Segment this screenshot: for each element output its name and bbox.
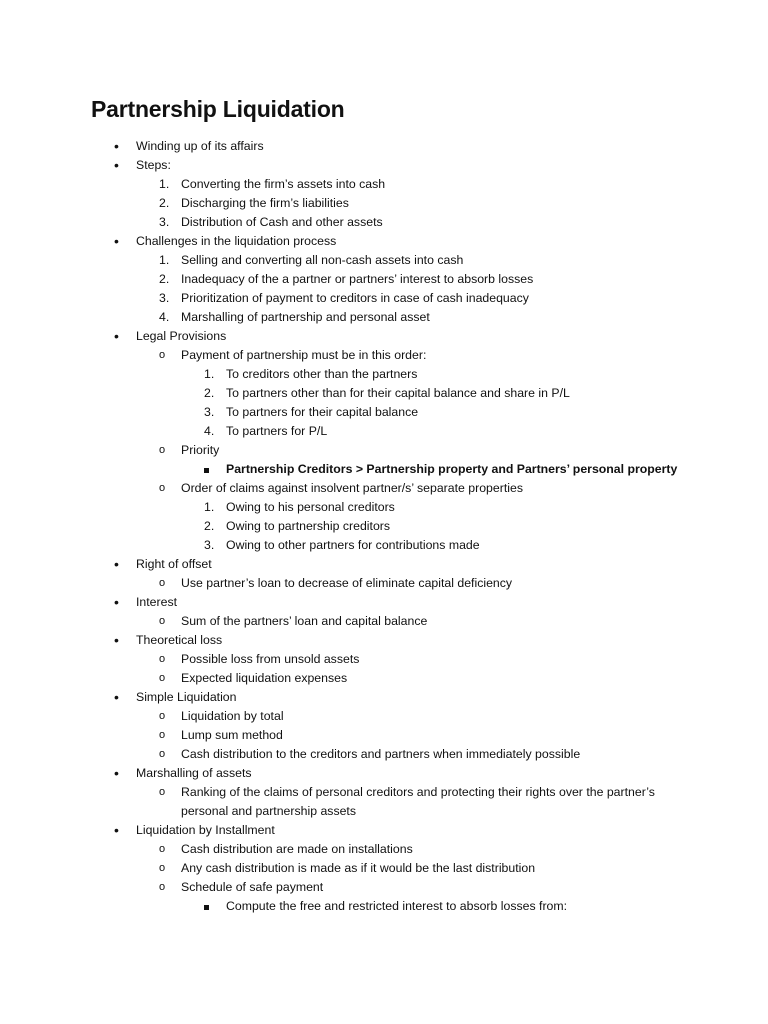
outline-line-level2 — [0, 783, 768, 802]
bullet-dot-icon: • — [114, 138, 119, 154]
outline-text: Cash distribution are made on installations — [181, 842, 413, 856]
outline-line-level2 — [0, 289, 768, 308]
outline-text: Expected liquidation expenses — [181, 671, 348, 685]
list-number: 3. — [204, 538, 215, 552]
outline-text: Simple Liquidation — [136, 690, 237, 704]
outline-line-level2 — [0, 441, 768, 460]
outline-line-level1 — [0, 821, 768, 840]
bullet-dot-icon: • — [114, 632, 119, 648]
outline-text: Cash distribution to the creditors and partners when immediately possible — [181, 747, 581, 761]
outline-line-level2 — [0, 612, 768, 631]
outline-text: personal and partnership assets — [181, 804, 356, 818]
bullet-dot-icon: • — [114, 765, 119, 781]
outline-line-level3 — [0, 403, 768, 422]
outline-text: Use partner’s loan to decrease of eliminate capital deficiency — [181, 576, 513, 590]
outline-line-level2 — [0, 251, 768, 270]
outline-text: Prioritization of payment to creditors in case of cash inadequacy — [181, 291, 529, 305]
outline-text: Order of claims against insolvent partner/s’ separate properties — [181, 481, 523, 495]
list-number: 1. — [159, 253, 170, 267]
outline-line-level1 — [0, 232, 768, 251]
outline-line-level2 — [0, 726, 768, 745]
outline-text: To creditors other than the partners — [226, 367, 418, 381]
outline-line-level2 — [0, 669, 768, 688]
list-number: 2. — [204, 519, 215, 533]
bullet-circle-icon: o — [159, 615, 166, 627]
outline-text: Liquidation by total — [181, 709, 284, 723]
outline-line-level2 — [0, 574, 768, 593]
bullet-square-icon — [204, 460, 209, 479]
outline-line-level1 — [0, 137, 768, 156]
list-number: 1. — [204, 367, 215, 381]
outline-line-level2 — [0, 878, 768, 897]
bullet-square-icon — [204, 897, 209, 916]
list-number: 4. — [204, 424, 215, 438]
outline-line-level3 — [0, 384, 768, 403]
outline-line-level2 — [0, 479, 768, 498]
outline-line-level3 — [0, 422, 768, 441]
outline-line-level1 — [0, 327, 768, 346]
bullet-circle-icon: o — [159, 482, 166, 494]
bullet-circle-icon: o — [159, 444, 166, 456]
outline-line-level2 — [0, 650, 768, 669]
outline-text: Right of offset — [136, 557, 212, 571]
outline-text: Marshalling of assets — [136, 766, 252, 780]
outline-line-level3 — [0, 536, 768, 555]
bullet-dot-icon: • — [114, 822, 119, 838]
outline-text: Inadequacy of the a partner or partners’ interest to absorb losses — [181, 272, 534, 286]
outline-line-level2 — [0, 346, 768, 365]
outline-line-level1 — [0, 555, 768, 574]
list-number: 3. — [159, 291, 170, 305]
outline-line-level3 — [0, 897, 768, 916]
outline-text: Owing to his personal creditors — [226, 500, 395, 514]
bullet-dot-icon: • — [114, 594, 119, 610]
list-number: 1. — [159, 177, 170, 191]
bullet-circle-icon: o — [159, 786, 166, 798]
outline-text: To partners other than for their capital balance and share in P/L — [226, 386, 570, 400]
outline-line-level3 — [0, 498, 768, 517]
outline-text: Steps: — [136, 158, 171, 172]
list-number: 2. — [159, 196, 170, 210]
outline-text: Owing to other partners for contributions made — [226, 538, 480, 552]
list-number: 2. — [204, 386, 215, 400]
bullet-circle-icon: o — [159, 748, 166, 760]
outline-line-level3 — [0, 365, 768, 384]
outline-text: Challenges in the liquidation process — [136, 234, 337, 248]
outline-text: Schedule of safe payment — [181, 880, 324, 894]
outline-text: Lump sum method — [181, 728, 283, 742]
outline-text: Priority — [181, 443, 220, 457]
list-number: 3. — [159, 215, 170, 229]
outline-line-level2 — [0, 707, 768, 726]
outline-line-level1 — [0, 764, 768, 783]
outline-line-level2 — [0, 213, 768, 232]
outline-text: Any cash distribution is made as if it would be the last distribution — [181, 861, 536, 875]
outline-line-level1 — [0, 631, 768, 650]
outline-text: To partners for their capital balance — [226, 405, 419, 419]
outline-text: Interest — [136, 595, 178, 609]
bullet-circle-icon: o — [159, 349, 166, 361]
outline-line-level2 — [0, 745, 768, 764]
bullet-circle-icon: o — [159, 843, 166, 855]
bullet-circle-icon: o — [159, 710, 166, 722]
outline-text: Liquidation by Installment — [136, 823, 275, 837]
list-number: 3. — [204, 405, 215, 419]
outline-line-level3 — [0, 517, 768, 536]
outline-line-level1 — [0, 593, 768, 612]
outline-line-level2 — [0, 840, 768, 859]
outline-text: Sum of the partners’ loan and capital balance — [181, 614, 428, 628]
outline-text: Converting the firm’s assets into cash — [181, 177, 386, 191]
outline-text: Discharging the firm’s liabilities — [181, 196, 349, 210]
outline-line-level3 — [0, 460, 768, 479]
bullet-circle-icon: o — [159, 729, 166, 741]
bullet-dot-icon: • — [114, 689, 119, 705]
bullet-dot-icon: • — [114, 157, 119, 173]
bullet-circle-icon: o — [159, 653, 166, 665]
outline-line-level2 — [0, 859, 768, 878]
document-title: Partnership Liquidation — [91, 96, 345, 122]
bullet-circle-icon: o — [159, 881, 166, 893]
outline-text: Legal Provisions — [136, 329, 227, 343]
bullet-circle-icon: o — [159, 577, 166, 589]
outline-text: Ranking of the claims of personal creditors and protecting their rights over the partner’s — [181, 785, 655, 799]
outline-list — [0, 137, 768, 916]
outline-line-level1 — [0, 688, 768, 707]
outline-line-level1 — [0, 156, 768, 175]
outline-text: Partnership Creditors > Partnership property and Partners’ personal property — [226, 462, 678, 476]
outline-line-level2 — [0, 270, 768, 289]
outline-text: Marshalling of partnership and personal asset — [181, 310, 430, 324]
outline-text: Theoretical loss — [136, 633, 223, 647]
outline-text: Winding up of its affairs — [136, 139, 264, 153]
outline-text: Compute the free and restricted interest to absorb losses from: — [226, 899, 568, 913]
outline-line-level2 — [0, 308, 768, 327]
bullet-dot-icon: • — [114, 556, 119, 572]
outline-text: Distribution of Cash and other assets — [181, 215, 383, 229]
outline-line-level2 — [0, 175, 768, 194]
list-number: 2. — [159, 272, 170, 286]
bullet-circle-icon: o — [159, 862, 166, 874]
bullet-circle-icon: o — [159, 672, 166, 684]
outline-text: Selling and converting all non-cash assets into cash — [181, 253, 464, 267]
bullet-dot-icon: • — [114, 328, 119, 344]
outline-line-level2 — [0, 802, 768, 821]
outline-text: Payment of partnership must be in this order: — [181, 348, 427, 362]
outline-text: To partners for P/L — [226, 424, 328, 438]
outline-text: Possible loss from unsold assets — [181, 652, 360, 666]
list-number: 1. — [204, 500, 215, 514]
bullet-dot-icon: • — [114, 233, 119, 249]
outline-line-level2 — [0, 194, 768, 213]
outline-text: Owing to partnership creditors — [226, 519, 391, 533]
list-number: 4. — [159, 310, 170, 324]
